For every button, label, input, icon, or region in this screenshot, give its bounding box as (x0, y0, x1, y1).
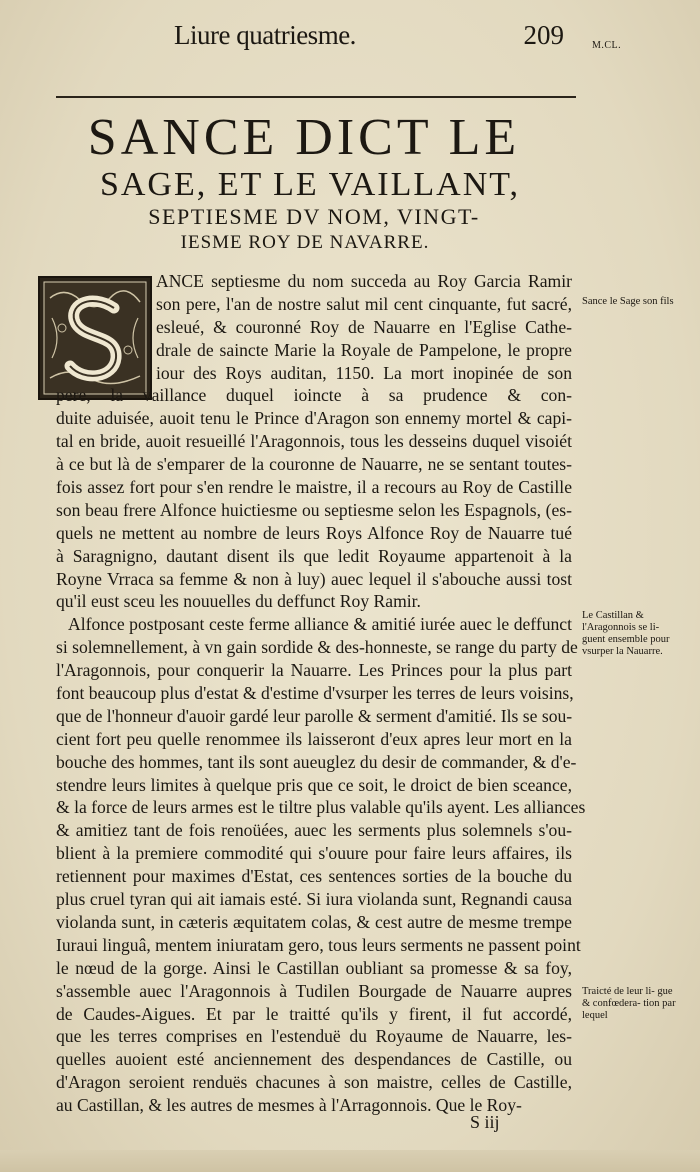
text-line: quelles auoient esté anciennement des despendances de Castille, ou (56, 1049, 572, 1070)
margin-note: Traicté de leur li- gue & confœdera- tion par lequel (582, 986, 676, 1021)
chapter-title-line-1: SANCE DICT LE (87, 109, 521, 166)
text-line: son pere, l'an de nostre salut mil cent cinquante, fut sacré, (156, 293, 572, 314)
text-line: au Castillan, & les autres de mesmes à l'Arragonnois. Que le Roy- (56, 1095, 522, 1116)
text-line: que les terres comprises en l'estenduë du Royaume de Nauarre, les- (56, 1026, 572, 1047)
chapter-title-line-4: IESME ROY DE NAVARRE. (180, 232, 430, 253)
text-line: d'Aragon seroient renduës chacunes à son maistre, celles de Castille, (56, 1072, 572, 1093)
text-line: quels ne mettent au nombre de leurs Roys Alfonce Roy de Nauarre tué (56, 522, 572, 543)
text-line: plus cruel tyran qui ait iamais esté. Si iura violanda sunt, Regnandi causa (56, 889, 572, 910)
text-line: le nœud de la gorge. Ainsi le Castillan oubliant sa promesse & sa foy, (56, 957, 572, 978)
text-line: ANCE septiesme du nom succeda au Roy Garcia Ramir (156, 271, 572, 291)
text-line: retiennent pour maximes d'Estat, ces sentences sorties de la bouche du (56, 866, 572, 887)
text-line: & amitiez tant de fois renoüées, auec les serments plus solemnels s'ou- (56, 820, 572, 841)
body-text (56, 270, 586, 1117)
text-line: qu'il eust sceu les nouuelles du deffunct Roy Ramir. (56, 591, 421, 612)
margin-note: Sance le Sage son fils (582, 296, 674, 307)
text-line: blient à la premiere commodité qui s'ouure pour faire leurs affaires, ils (56, 843, 572, 864)
text-line: duite aduisée, auoit tenu le Prince d'Aragon son ennemy mortel & capi- (56, 408, 572, 429)
text-line: Royne Vrraca sa femme & non à luy) auec lequel il s'abouche aussi tost (56, 568, 572, 589)
header-rule (56, 96, 576, 98)
text-line: bouche des hommes, tant ils sont aueuglez du desir de commander, & d'e- (56, 751, 577, 772)
chapter-title-line-2: SAGE, ET LE VAILLANT, (99, 166, 521, 203)
text-line: à Saragnigno, dautant disent ils que ledit Royaume appartenoit à la (56, 545, 572, 566)
text-line: drale de saincte Marie la Royale de Pampelone, le propre (156, 339, 572, 360)
running-head: Liure quatriesme. (174, 20, 356, 50)
text-line: violanda sunt, in cæteris æquitatem colas, & cest autre de mesme trempe (56, 911, 572, 932)
text-line: cient fort peu quelle renommee ils laisseront d'eux apres leur mort en la (56, 728, 572, 749)
text-line: pere, la vaillance duquel ioincte à sa prudence & con- (56, 385, 572, 406)
page-bottom-edge (0, 1150, 700, 1172)
text-line: stendre leurs limites à quelque pris que ce soit, le droict de bien sceance, (56, 774, 572, 795)
text-line: esleué, & couronné Roy de Nauarre en l'Eglise Cathe- (156, 316, 572, 337)
text-line: s'assemble auec l'Aragonnois à Tudilen Bourgade de Nauarre aupres (56, 980, 572, 1001)
text-line: si solemnellement, à vn gain sordide & des-honneste, se range du party de (56, 637, 578, 658)
text-line: à ce but là de s'emparer de la couronne de Nauarre, ne se sentant toutes- (56, 454, 572, 475)
text-line: fois assez fort pour s'en rendre le maistre, il a recours au Roy de Castille (56, 477, 572, 498)
page-header (170, 16, 590, 56)
text-line: de Caudes-Aigues. Et par le traitté qu'ils y firent, il fut accordé, (56, 1003, 572, 1024)
year-note: M.CL. (592, 40, 622, 51)
text-line: l'Aragonnois, pour conquerir la Nauarre. Les Princes pour la plus part (56, 660, 572, 681)
text-line: tal en bride, auoit resueillé l'Aragonnois, tous les desseins duquel visoiét (56, 431, 572, 452)
text-line: Alfonce postposant ceste ferme alliance & amitié iurée auec le deffunct (68, 614, 572, 635)
margin-note: Le Castillan & l'Aragonnois se li- guent ensemble pour vsurper la Nauarre. (582, 610, 670, 657)
text-line: & la force de leurs armes est le tiltre plus valable qu'ils ayent. Les alliances (56, 797, 586, 818)
signature-mark: S iij (470, 1112, 500, 1132)
text-line: font beaucoup plus d'estat & d'estime d'vsurper les terres de leurs voisins, (56, 683, 574, 704)
chapter-title-line-3: SEPTIESME DV NOM, VINGT- (148, 204, 480, 229)
text-line: Iuraui linguâ, mentem iniuratam gero, tous leurs serments ne passent point (56, 934, 581, 955)
page-number: 209 (523, 20, 564, 50)
text-line: son beau frere Alfonce huictiesme ou septiesme selon les Espagnols, (es- (56, 499, 572, 520)
text-line: iour des Roys auditan, 1150. La mort inopinée de son (156, 362, 572, 383)
text-line: que de l'honneur d'auoir gardé leur parolle & serment d'amitié. Ils se sou- (56, 705, 573, 726)
